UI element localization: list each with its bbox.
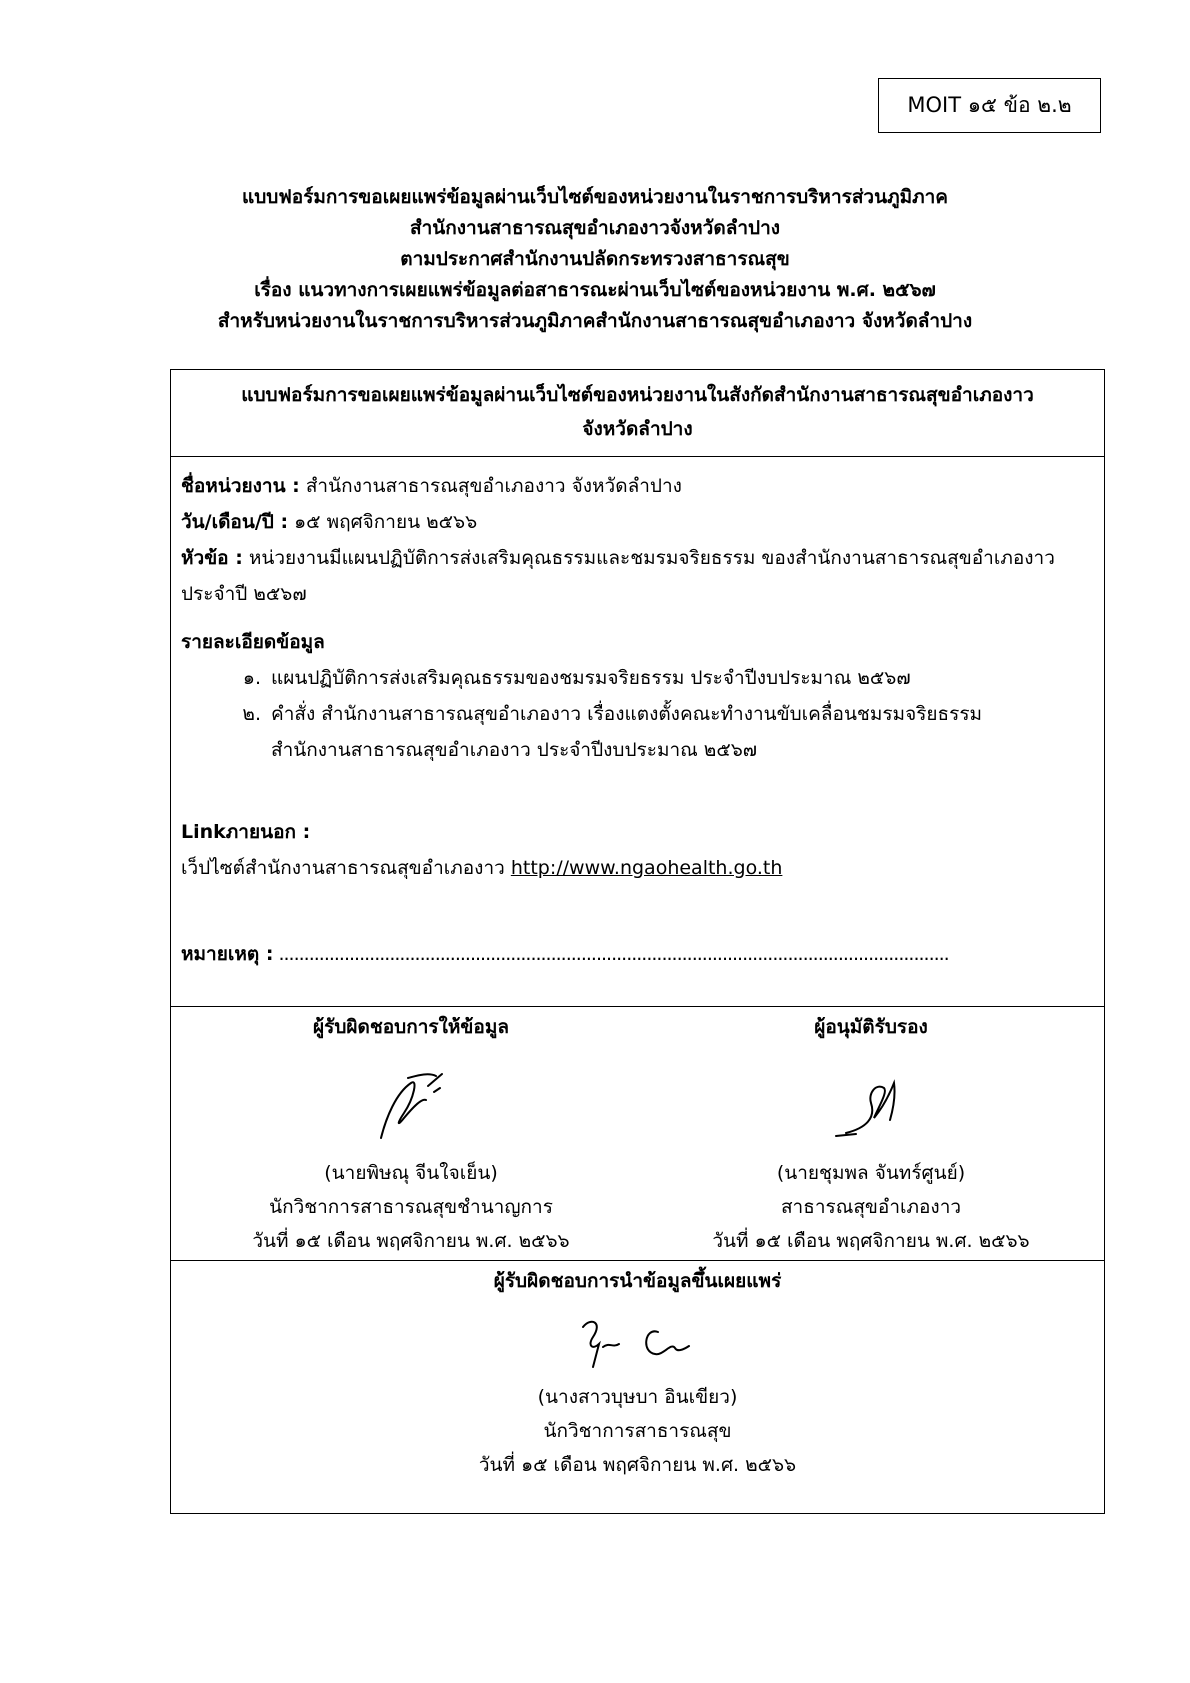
agency-value: สำนักงานสาธารณสุขอำเภองาว จังหวัดลำปาง: [299, 475, 682, 497]
agency-row: [181, 468, 1096, 504]
list-item-text: แผนปฏิบัติการส่งเสริมคุณธรรมของชมรมจริยธรรม ประจำปีงบประมาณ ๒๕๖๗: [271, 667, 911, 689]
provider-date: วันที่ ๑๕ เดือน พฤศจิกายน พ.ศ. ๒๕๖๖: [252, 1230, 570, 1252]
publisher-date: วันที่ ๑๕ เดือน พฤศจิกายน พ.ศ. ๒๕๖๖: [478, 1454, 797, 1476]
approver-role: ผู้อนุมัติรับรอง: [814, 1016, 928, 1038]
date-row: [181, 504, 1096, 540]
provider-signature-icon: [356, 1058, 466, 1148]
publisher-name: (นางสาวบุษบา อินเขียว): [537, 1386, 738, 1408]
provider-name: (นายพิษณุ จีนใจเย็น): [324, 1162, 498, 1184]
header-line: ตามประกาศสำนักงานปลัดกระทรวงสาธารณสุข: [400, 248, 790, 270]
header-line: เรื่อง แนวทางการเผยแพร่ข้อมูลต่อสาธารณะผ่านเว็บไซต์ของหน่วยงาน พ.ศ. ๒๕๖๗: [254, 279, 936, 301]
publisher-role: ผู้รับผิดชอบการนำข้อมูลขึ้นเผยแพร่: [493, 1270, 782, 1292]
approver-date: วันที่ ๑๕ เดือน พฤศจิกายน พ.ศ. ๒๕๖๖: [712, 1230, 1030, 1252]
approver-signature-icon: [816, 1058, 926, 1148]
form-table: [170, 369, 1105, 1514]
topic-value-cont: ประจำปี ๒๕๖๗: [181, 583, 307, 605]
provider-role: ผู้รับผิดชอบการให้ข้อมูล: [313, 1016, 509, 1038]
document-code: MOIT ๑๕ ข้อ ๒.๒: [907, 93, 1072, 117]
form-body: [181, 468, 1096, 972]
divider: [171, 1260, 1104, 1261]
remark-dots: .....................................................................................................................................: [273, 943, 949, 965]
provider-position: นักวิชาการสาธารณสุขชำนาญการ: [269, 1196, 553, 1218]
list-item-line: คำสั่ง สำนักงานสาธารณสุขอำเภองาว เรื่องแตงตั้งคณะทำงานขับเคลื่อนชมรมจริยธรรม: [271, 703, 983, 725]
link-label: Linkภายนอก :: [181, 821, 311, 843]
publisher-signature-icon: [563, 1312, 713, 1372]
document-code-box: [878, 78, 1101, 133]
remark-row: [181, 936, 1096, 972]
divider: [171, 1006, 1104, 1007]
form-title-line: จังหวัดลำปาง: [582, 418, 693, 440]
header-line: แบบฟอร์มการขอเผยแพร่ข้อมูลผ่านเว็บไซต์ของหน่วยงานในราชการบริหารส่วนภูมิภาค: [241, 186, 949, 208]
provider-signature-block: [211, 1010, 611, 1258]
form-title-line: แบบฟอร์มการขอเผยแพร่ข้อมูลผ่านเว็บไซต์ของหน่วยงานในสังกัดสำนักงานสาธารณสุขอำเภองาว: [241, 384, 1034, 406]
publisher-signature-block: [171, 1264, 1104, 1482]
link-row: [181, 850, 1096, 886]
document-header: [150, 182, 1040, 337]
date-label: วัน/เดือน/ปี :: [181, 511, 289, 533]
website-link[interactable]: http://www.ngaohealth.go.th: [510, 857, 783, 879]
list-item-text: [271, 696, 982, 768]
agency-label: ชื่อหน่วยงาน :: [181, 475, 300, 497]
link-prefix: เว็ปไซต์สำนักงานสาธารณสุขอำเภองาว: [181, 857, 511, 879]
remark-label: หมายเหตุ :: [181, 943, 274, 965]
approver-position: สาธารณสุขอำเภองาว: [780, 1196, 962, 1218]
list-item-number: ๑.: [242, 667, 261, 689]
divider: [171, 456, 1104, 457]
list-item-line: สำนักงานสาธารณสุขอำเภองาว ประจำปีงบประมาณ ๒๕๖๗: [271, 739, 758, 761]
approver-signature-block: [661, 1010, 1081, 1258]
list-item-number: ๒.: [242, 703, 261, 725]
publisher-position: นักวิชาการสาธารณสุข: [543, 1420, 732, 1442]
topic-value: หน่วยงานมีแผนปฏิบัติการส่งเสริมคุณธรรมและชมรมจริยธรรม ของสำนักงานสาธารณสุขอำเภองาว: [242, 547, 1055, 569]
date-value: ๑๕ พฤศจิกายน ๒๕๖๖: [288, 511, 478, 533]
header-line: สำหรับหน่วยงานในราชการบริหารส่วนภูมิภาคสำนักงานสาธารณสุขอำเภองาว จังหวัดลำปาง: [217, 310, 973, 332]
approver-name: (นายชุมพล จันทร์ศูนย์): [776, 1162, 966, 1184]
list-item: [181, 696, 1096, 768]
topic-label: หัวข้อ :: [181, 547, 243, 569]
form-title: [171, 378, 1104, 446]
details-label: รายละเอียดข้อมูล: [181, 631, 325, 653]
header-line: สำนักงานสาธารณสุขอำเภองาวจังหวัดลำปาง: [409, 217, 781, 239]
list-item: [181, 660, 1096, 696]
topic-row: [181, 540, 1096, 576]
